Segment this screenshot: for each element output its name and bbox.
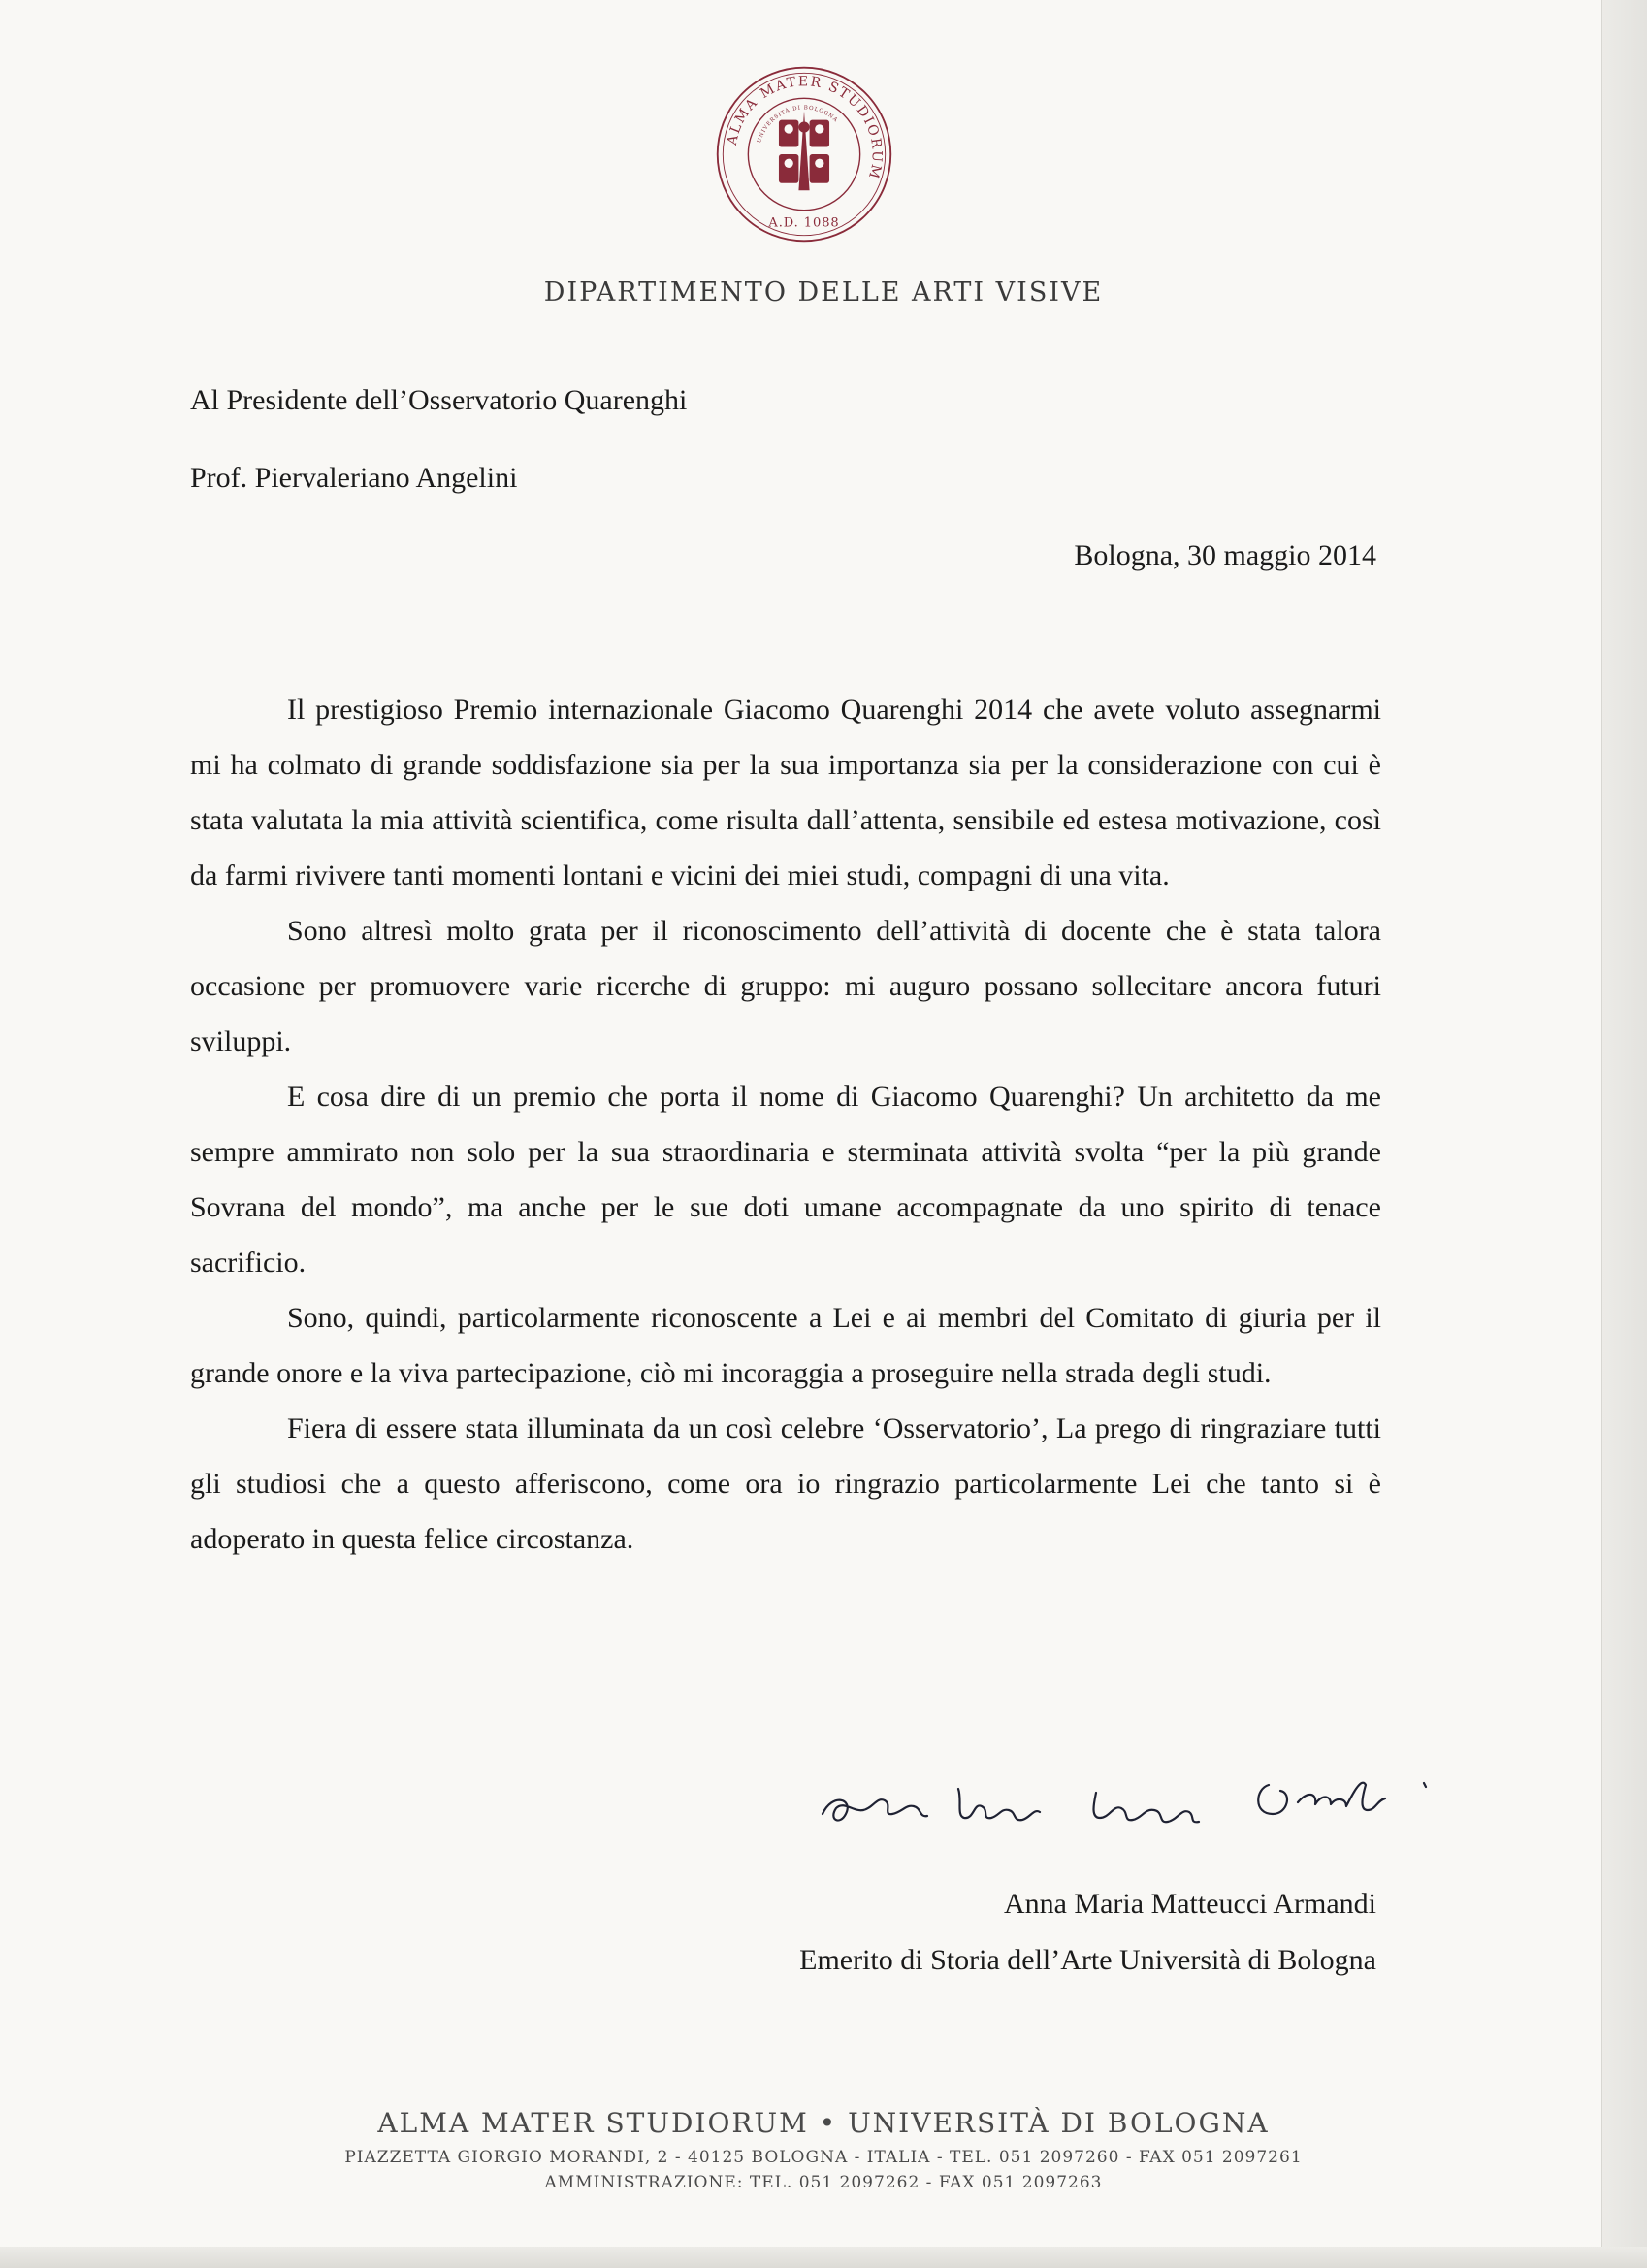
svg-text:A.D. 1088: A.D. 1088 [768,215,840,231]
recipient-line-2: Prof. Piervaleriano Angelini [190,462,518,494]
university-seal-icon [714,64,894,244]
letter-body [190,682,1381,1567]
handwritten-signature [813,1764,1472,1841]
paragraph: Il prestigioso Premio internazionale Giacomo Quarenghi 2014 che avete voluto assegnarmi mi ha colmato di grande soddisfazione sia per la sua importanza sia per la considerazione con cui è stata valutata la mia attività scientifica, come risulta dall’attenta, sensibile ed estesa motivazione, così da farmi rivivere tanti momenti lontani e vicini dei miei studi, compagni di una vita. [190,694,1381,891]
paragraph: Sono, quindi, particolarmente riconoscente a Lei e ai membri del Comitato di giuria per il grande onore e la viva partecipazione, ciò mi incoraggia a proseguire nella strada degli studi. [190,1302,1381,1389]
paragraph: Sono altresì molto grata per il riconoscimento dell’attività di docente che è stata talora occasione per promuovere varie ricerche di gruppo: mi auguro possano sollecitare ancora futuri sviluppi. [190,915,1381,1057]
svg-text:UNIVERSITÀ DI BOLOGNA: UNIVERSITÀ DI BOLOGNA [757,105,839,145]
footer-address: PIAZZETTA GIORGIO MORANDI, 2 - 40125 BOLOGNA - ITALIA - TEL. 051 2097260 - FAX 051 2097261 [344,2148,1303,2167]
letter-date: Bologna, 30 maggio 2014 [1074,539,1376,571]
recipient-line-1: Al Presidente dell’Osservatorio Quarenghi [190,384,688,416]
paragraph: E cosa dire di un premio che porta il nome di Giacomo Quarenghi? Un architetto da me sempre ammirato non solo per la sua straordinaria e sterminata attività svolta “per la più grande Sovrana del mondo”, ma anche per le sue doti umane accompagnate da uno spirito di tenace sacrificio. [190,1081,1381,1279]
svg-text:ALMA MATER STUDIORUM: ALMA MATER STUDIORUM [724,74,885,182]
scan-edge-bottom [0,2247,1647,2268]
footer-administration: AMMINISTRAZIONE: TEL. 051 2097262 - FAX 051 2097263 [544,2173,1103,2192]
department-heading: DIPARTIMENTO DELLE ARTI VISIVE [543,277,1104,308]
signer-name: Anna Maria Matteucci Armandi [1003,1888,1376,1920]
paragraph: Fiera di essere stata illuminata da un così celebre ‘Osservatorio’, La prego di ringraziare tutti gli studiosi che a questo afferiscono, come ora io ringrazio particolarmente Lei che tanto si è adoperato in questa felice circostanza. [190,1412,1381,1555]
scan-edge-right [1601,0,1647,2268]
footer-university: ALMA MATER STUDIORUM • UNIVERSITÀ DI BOLOGNA [377,2107,1270,2139]
signer-title: Emerito di Storia dell’Arte Università di Bologna [799,1944,1376,1976]
